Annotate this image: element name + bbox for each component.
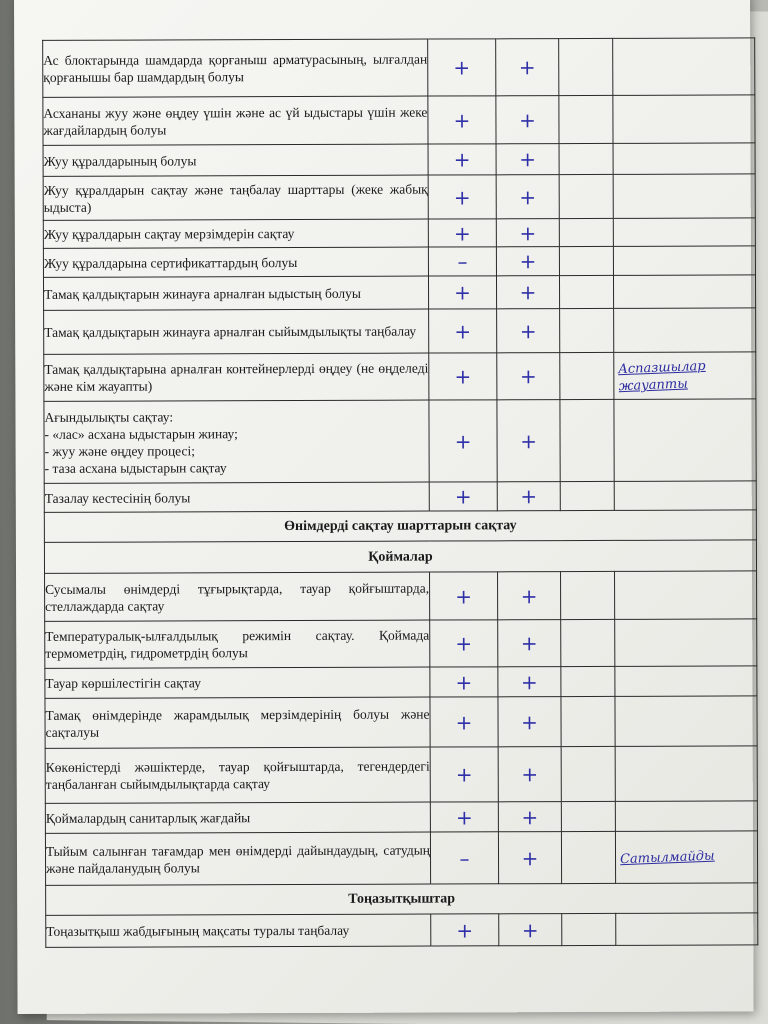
handwritten-mark: + <box>520 583 538 608</box>
table-row <box>45 571 757 621</box>
note-line: Аспазшылар <box>617 358 706 378</box>
handwritten-mark: + <box>520 428 537 453</box>
empty-cell <box>559 174 613 218</box>
requirement-text <box>43 247 428 277</box>
requirement-line: Тоңазытқыш жабдығының мақсаты туралы таңбалау <box>46 922 350 939</box>
note-cell <box>613 275 755 308</box>
note-cell <box>614 481 756 510</box>
empty-cell <box>561 666 615 696</box>
requirement-line: Жуу құралдарын сақтау мерзімдерін сақтау <box>43 226 295 242</box>
table-row <box>43 275 755 310</box>
note-cell <box>613 174 755 218</box>
mark-cell <box>496 144 559 175</box>
requirement-text <box>45 802 430 833</box>
empty-cell <box>561 696 615 746</box>
empty-cell <box>561 619 615 666</box>
table-row <box>45 696 757 748</box>
requirement-line: Жуу құралдарына сертификаттардың болуы <box>43 254 298 271</box>
handwritten-note <box>616 844 758 870</box>
handwritten-mark: + <box>455 583 473 608</box>
requirement-text <box>43 219 428 248</box>
table-row <box>43 143 755 176</box>
table-row <box>43 95 755 145</box>
note-cell <box>613 38 755 95</box>
mark-cell <box>496 276 559 309</box>
requirement-text <box>45 747 430 803</box>
handwritten-mark: + <box>455 762 473 787</box>
requirement-line: Тамақ қалдықтарын жинауға арналған ыдыстың болуы <box>44 285 361 302</box>
table-row <box>45 831 757 885</box>
handwritten-mark: + <box>519 249 537 274</box>
handwritten-mark: + <box>455 669 473 694</box>
mark-cell <box>429 400 497 482</box>
requirement-line: Ас блоктарында шамдарда қорғаныш арматурасының, ылғалдан қорғанышы бар шамдардың болуы <box>43 51 428 85</box>
handwritten-mark: + <box>456 917 474 942</box>
mark-cell <box>428 276 496 309</box>
note-cell <box>613 246 755 275</box>
handwritten-mark: + <box>519 184 537 209</box>
requirement-line: Тамақ қалдықтарына арналған контейнерлерді өңдеу (не өңделеді және кім жауапты) <box>44 360 429 394</box>
requirement-text <box>43 39 428 97</box>
note-cell <box>615 801 757 831</box>
table-row <box>43 38 755 97</box>
table-row <box>44 308 756 354</box>
mark-cell <box>497 309 560 353</box>
empty-cell <box>560 481 614 510</box>
requirement-text <box>43 144 428 176</box>
handwritten-mark: – <box>457 249 468 274</box>
table-row <box>46 913 758 947</box>
requirement-line: Жуу құралдарын сақтау және таңбалау шарттары (жеке жабық ыдыста) <box>43 181 428 215</box>
handwritten-mark: + <box>519 318 537 343</box>
handwritten-mark: + <box>453 147 471 172</box>
handwritten-mark: + <box>521 804 539 829</box>
handwritten-mark: + <box>518 55 536 80</box>
handwritten-mark: + <box>453 184 471 209</box>
requirement-line: Сусымалы өнімдерді тұғырықтарда, тауар қойғыштарда, стеллаждарда сақтау <box>45 580 430 614</box>
mark-cell <box>429 482 497 511</box>
requirement-text <box>43 96 428 145</box>
note-line: жауапты <box>618 376 689 395</box>
handwritten-mark: + <box>520 631 538 656</box>
mark-cell <box>428 96 496 144</box>
handwritten-mark: + <box>453 55 471 80</box>
note-cell <box>616 913 758 945</box>
note-cell <box>614 352 756 399</box>
mark-cell <box>430 697 498 747</box>
handwritten-mark: + <box>521 709 538 734</box>
requirement-line: Жуу құралдарының болуы <box>43 152 197 169</box>
handwritten-note <box>614 354 756 397</box>
handwritten-mark: + <box>519 280 537 305</box>
document-page <box>14 0 754 1014</box>
handwritten-mark: + <box>521 917 539 942</box>
table-row <box>44 399 756 483</box>
requirement-text <box>43 175 428 220</box>
note-cell <box>615 619 757 666</box>
mark-cell <box>430 747 498 802</box>
mark-cell <box>497 353 560 400</box>
empty-cell <box>559 38 613 95</box>
mark-cell <box>428 39 496 96</box>
empty-cell <box>560 352 614 399</box>
section-title: Тоңазытқыштар <box>46 883 758 915</box>
handwritten-mark: + <box>520 484 538 509</box>
requirement-line: Тазалау кестесінің болуы <box>44 489 191 506</box>
requirement-text <box>45 832 430 885</box>
mark-cell <box>499 914 562 946</box>
mark-cell <box>498 620 561 667</box>
empty-cell <box>560 308 614 352</box>
empty-cell <box>562 913 616 945</box>
note-cell <box>613 95 755 143</box>
note-cell <box>615 746 757 801</box>
handwritten-mark: + <box>454 318 472 343</box>
handwritten-mark: + <box>454 364 472 389</box>
empty-cell <box>561 571 615 619</box>
mark-cell <box>498 802 561 832</box>
mark-cell <box>429 309 497 353</box>
mark-cell <box>431 914 499 946</box>
requirement-line: Ағындылықты сақтау: <box>44 408 174 425</box>
empty-cell <box>559 246 613 275</box>
section-header-row <box>46 883 758 915</box>
mark-cell <box>428 144 496 175</box>
table-row <box>44 352 756 401</box>
requirement-line: Тыйым салынған тағамдар мен өнімдерді дайындаудың, сатудың және пайдаланудың болуы <box>45 842 431 876</box>
note-cell <box>614 399 756 481</box>
checklist-table <box>42 37 758 947</box>
requirement-text <box>44 309 429 354</box>
requirement-line: - жуу және өңдеу процесі; <box>44 442 196 459</box>
table-row <box>43 218 755 248</box>
mark-cell <box>428 175 496 219</box>
requirement-text <box>44 400 429 483</box>
handwritten-mark: + <box>455 804 473 829</box>
requirement-line: Тамақ өнімдерінде жарамдылық мерзімдерінің болуы және сақталуы <box>45 706 430 740</box>
requirement-text <box>46 914 431 947</box>
mark-cell <box>498 832 561 884</box>
handwritten-mark: + <box>519 107 536 132</box>
handwritten-mark: + <box>454 484 472 509</box>
checklist-rows <box>43 38 758 947</box>
note-cell <box>615 571 757 619</box>
requirement-line: Асхананы жуу және өңдеу үшін және ас үй ыдыстары үшін жеке жағдайлардың болуы <box>43 104 428 138</box>
requirement-text <box>45 697 430 748</box>
table-row <box>45 619 757 668</box>
mark-cell <box>429 353 497 400</box>
note-cell <box>613 218 755 246</box>
empty-cell <box>561 801 615 831</box>
requirement-line: - таза асхана ыдыстарын сақтау <box>44 459 227 476</box>
mark-cell <box>430 620 498 667</box>
handwritten-mark: + <box>453 107 471 132</box>
table-row <box>45 666 757 698</box>
handwritten-mark: + <box>453 220 471 245</box>
requirement-line: Көкөністерді жәшіктерде, тауар қойғыштарда, тегендердегі таңбаланған сыйымдылықтарда сақтау <box>45 758 430 792</box>
mark-cell <box>496 247 559 276</box>
table-row <box>43 174 755 220</box>
requirement-line: Қоймалардың санитарлық жағдайы <box>45 810 251 826</box>
note-line: Сатылмайды <box>619 848 715 868</box>
mark-cell <box>497 482 560 511</box>
mark-cell <box>498 747 561 802</box>
empty-cell <box>560 399 614 481</box>
empty-cell <box>561 746 615 801</box>
mark-cell <box>428 219 496 247</box>
section-header-row <box>44 510 756 542</box>
handwritten-mark: + <box>520 669 538 694</box>
mark-cell <box>496 175 559 219</box>
requirement-text <box>44 353 429 401</box>
handwritten-mark: + <box>521 762 539 787</box>
empty-cell <box>559 95 613 143</box>
mark-cell <box>497 400 560 482</box>
handwritten-mark: + <box>455 631 473 656</box>
empty-cell <box>561 831 615 883</box>
requirement-text <box>45 572 430 621</box>
note-cell <box>615 666 757 696</box>
table-row <box>45 746 757 803</box>
handwritten-mark: + <box>519 220 537 245</box>
handwritten-mark: + <box>454 428 472 453</box>
mark-cell <box>430 832 498 884</box>
note-cell <box>614 308 756 352</box>
mark-cell <box>496 39 559 96</box>
handwritten-mark: + <box>454 280 471 305</box>
empty-cell <box>559 218 613 246</box>
requirement-line: Тауар көршілестігін сақтау <box>45 675 201 691</box>
mark-cell <box>430 667 498 697</box>
handwritten-mark: – <box>459 845 470 870</box>
requirement-line: Температуралық-ылғалдылық режимін сақтау. Қоймада термометрдің, гидрометрдің болуы <box>45 627 430 661</box>
mark-cell <box>498 667 561 697</box>
requirement-text <box>43 276 428 310</box>
requirement-text <box>45 667 430 698</box>
mark-cell <box>496 219 559 247</box>
mark-cell <box>430 802 498 832</box>
handwritten-mark: + <box>519 147 536 172</box>
section-header-row <box>44 540 756 573</box>
empty-cell <box>559 275 613 308</box>
note-cell <box>615 831 757 883</box>
mark-cell <box>496 96 559 144</box>
handwritten-mark: + <box>519 364 537 389</box>
table-row <box>43 246 755 277</box>
handwritten-mark: + <box>455 709 473 734</box>
requirement-line: Тамақ қалдықтарын жинауға арналған сыйымдылықты таңбалау <box>44 323 417 340</box>
requirement-line: - «лас» асхана ыдыстарын жинау; <box>44 425 238 442</box>
mark-cell <box>428 247 496 276</box>
note-cell <box>615 696 757 746</box>
mark-cell <box>430 572 498 620</box>
mark-cell <box>498 697 561 747</box>
requirement-text <box>45 620 430 668</box>
section-title: Өнімдерді сақтау шарттарын сақтау <box>44 510 756 542</box>
mark-cell <box>498 572 561 620</box>
table-row <box>45 801 757 833</box>
table-row <box>44 481 756 512</box>
handwritten-mark: + <box>521 845 539 870</box>
requirement-text <box>44 482 429 512</box>
empty-cell <box>559 143 613 174</box>
section-title: Қоймалар <box>44 540 756 573</box>
note-cell <box>613 143 755 174</box>
